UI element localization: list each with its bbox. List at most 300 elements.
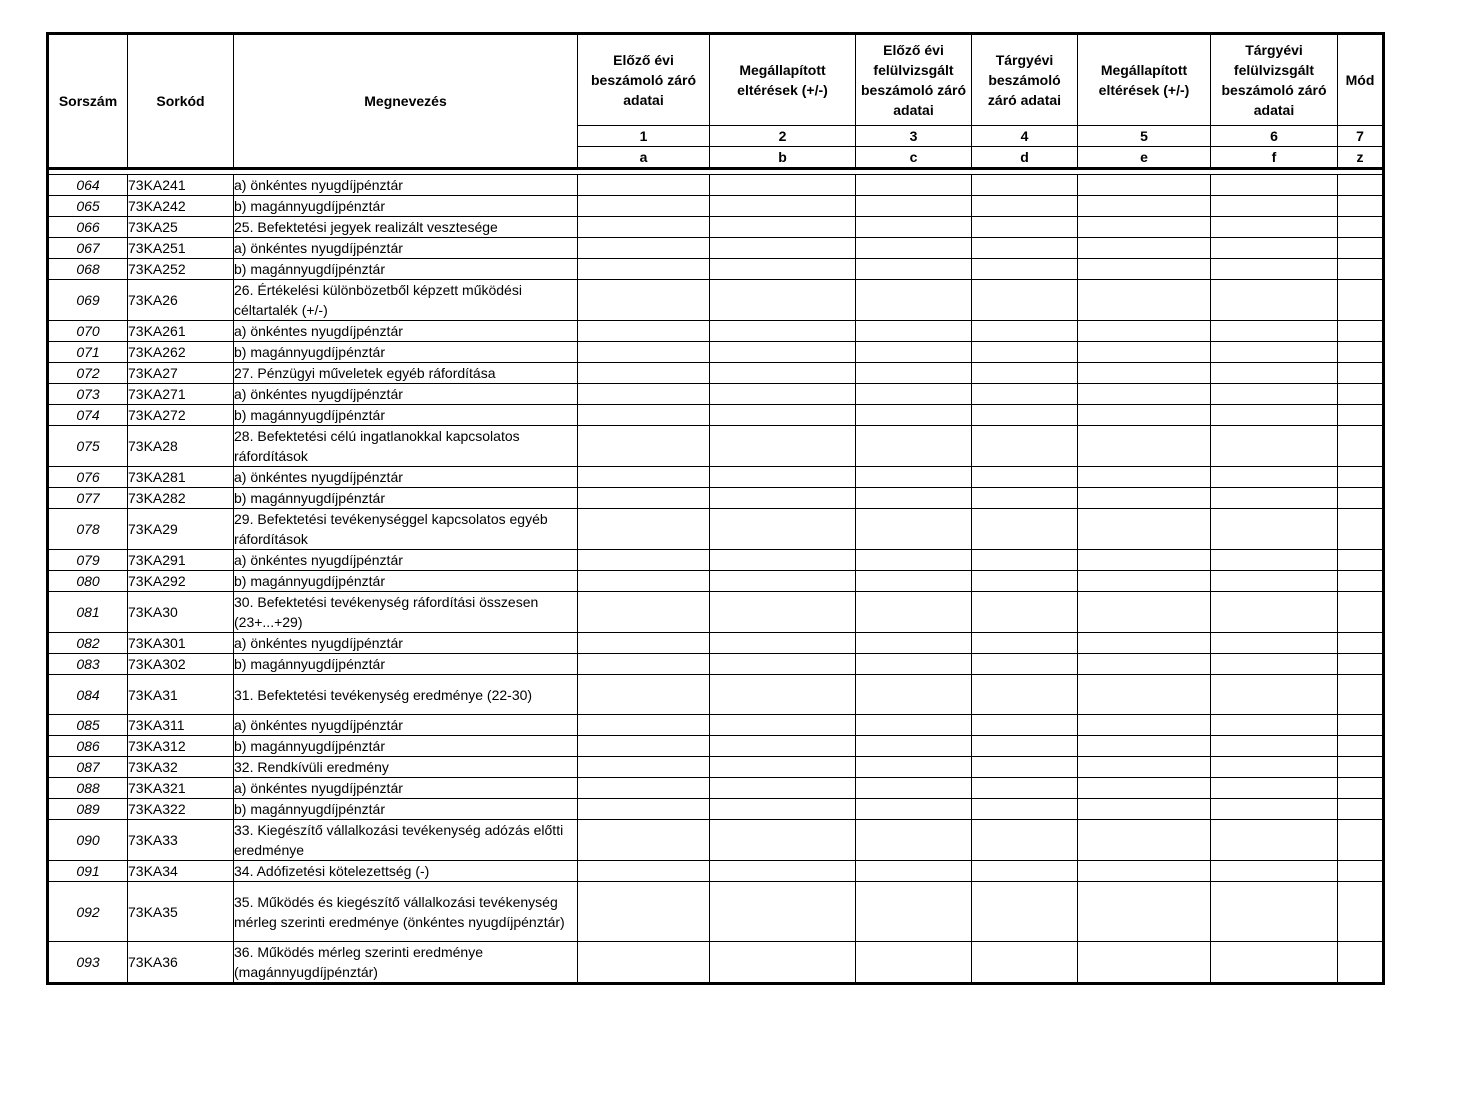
value-cell-col-5[interactable]	[1078, 488, 1211, 509]
value-cell-col-2[interactable]	[710, 488, 856, 509]
value-cell-col-7[interactable]	[1338, 259, 1384, 280]
value-cell-col-6[interactable]	[1211, 363, 1338, 384]
value-cell-col-1[interactable]	[578, 217, 710, 238]
value-cell-col-1[interactable]	[578, 654, 710, 675]
value-cell-col-2[interactable]	[710, 280, 856, 321]
value-cell-col-7[interactable]	[1338, 882, 1384, 942]
value-cell-col-6[interactable]	[1211, 238, 1338, 259]
table-row	[48, 363, 1384, 384]
row-sorkod: 73KA291	[128, 550, 234, 571]
value-cell-col-4[interactable]	[972, 820, 1078, 861]
value-cell-col-5[interactable]	[1078, 675, 1211, 715]
value-cell-col-6[interactable]	[1211, 633, 1338, 654]
row-megnevezes: 30. Befektetési tevékenység ráfordítási összesen (23+...+29)	[234, 592, 578, 633]
row-megnevezes: a) önkéntes nyugdíjpénztár	[234, 321, 578, 342]
value-cell-col-5[interactable]	[1078, 799, 1211, 820]
row-sorszam: 089	[48, 799, 128, 820]
value-cell-col-3[interactable]	[856, 550, 972, 571]
value-cell-col-5[interactable]	[1078, 942, 1211, 984]
value-cell-col-1[interactable]	[578, 571, 710, 592]
value-cell-col-1[interactable]	[578, 342, 710, 363]
value-cell-col-2[interactable]	[710, 633, 856, 654]
row-sorkod: 73KA242	[128, 196, 234, 217]
value-cell-col-7[interactable]	[1338, 321, 1384, 342]
value-cell-col-2[interactable]	[710, 259, 856, 280]
value-cell-col-2[interactable]	[710, 820, 856, 861]
value-cell-col-4[interactable]	[972, 550, 1078, 571]
value-cell-col-2[interactable]	[710, 238, 856, 259]
value-cell-col-2[interactable]	[710, 509, 856, 550]
value-cell-col-6[interactable]	[1211, 175, 1338, 196]
value-cell-col-5[interactable]	[1078, 778, 1211, 799]
row-sorkod: 73KA28	[128, 426, 234, 467]
table-header	[48, 34, 1384, 175]
value-cell-col-7[interactable]	[1338, 799, 1384, 820]
value-cell-col-1[interactable]	[578, 861, 710, 882]
table-row	[48, 778, 1384, 799]
value-cell-col-6[interactable]	[1211, 675, 1338, 715]
row-sorkod: 73KA30	[128, 592, 234, 633]
value-cell-col-4[interactable]	[972, 467, 1078, 488]
header-col-3-num: 3	[856, 126, 972, 147]
value-cell-col-7[interactable]	[1338, 778, 1384, 799]
header-col-3-letter: c	[856, 147, 972, 169]
row-megnevezes: b) magánnyugdíjpénztár	[234, 342, 578, 363]
row-megnevezes: a) önkéntes nyugdíjpénztár	[234, 467, 578, 488]
value-cell-col-5[interactable]	[1078, 633, 1211, 654]
row-megnevezes: a) önkéntes nyugdíjpénztár	[234, 175, 578, 196]
value-cell-col-3[interactable]	[856, 861, 972, 882]
value-cell-col-6[interactable]	[1211, 321, 1338, 342]
value-cell-col-5[interactable]	[1078, 196, 1211, 217]
value-cell-col-7[interactable]	[1338, 675, 1384, 715]
value-cell-col-2[interactable]	[710, 384, 856, 405]
row-sorkod: 73KA29	[128, 509, 234, 550]
value-cell-col-1[interactable]	[578, 942, 710, 984]
table-row	[48, 550, 1384, 571]
value-cell-col-4[interactable]	[972, 571, 1078, 592]
header-col-5-title: Megállapított eltérések (+/-)	[1078, 34, 1211, 126]
value-cell-col-5[interactable]	[1078, 882, 1211, 942]
value-cell-col-4[interactable]	[972, 238, 1078, 259]
value-cell-col-1[interactable]	[578, 405, 710, 426]
row-sorkod: 73KA31	[128, 675, 234, 715]
value-cell-col-5[interactable]	[1078, 861, 1211, 882]
value-cell-col-5[interactable]	[1078, 259, 1211, 280]
value-cell-col-6[interactable]	[1211, 942, 1338, 984]
row-megnevezes: 32. Rendkívüli eredmény	[234, 757, 578, 778]
value-cell-col-4[interactable]	[972, 778, 1078, 799]
value-cell-col-5[interactable]	[1078, 820, 1211, 861]
value-cell-col-1[interactable]	[578, 736, 710, 757]
row-megnevezes: a) önkéntes nyugdíjpénztár	[234, 778, 578, 799]
value-cell-col-5[interactable]	[1078, 571, 1211, 592]
value-cell-col-4[interactable]	[972, 321, 1078, 342]
value-cell-col-7[interactable]	[1338, 363, 1384, 384]
header-col-7-title: Mód	[1338, 34, 1384, 126]
value-cell-col-3[interactable]	[856, 175, 972, 196]
value-cell-col-5[interactable]	[1078, 342, 1211, 363]
row-megnevezes: b) magánnyugdíjpénztár	[234, 654, 578, 675]
value-cell-col-3[interactable]	[856, 238, 972, 259]
row-sorszam: 068	[48, 259, 128, 280]
value-cell-col-2[interactable]	[710, 675, 856, 715]
value-cell-col-3[interactable]	[856, 633, 972, 654]
value-cell-col-4[interactable]	[972, 217, 1078, 238]
row-sorkod: 73KA32	[128, 757, 234, 778]
value-cell-col-6[interactable]	[1211, 405, 1338, 426]
value-cell-col-4[interactable]	[972, 675, 1078, 715]
value-cell-col-6[interactable]	[1211, 592, 1338, 633]
value-cell-col-4[interactable]	[972, 488, 1078, 509]
value-cell-col-3[interactable]	[856, 942, 972, 984]
row-sorkod: 73KA36	[128, 942, 234, 984]
value-cell-col-5[interactable]	[1078, 363, 1211, 384]
value-cell-col-3[interactable]	[856, 799, 972, 820]
value-cell-col-7[interactable]	[1338, 861, 1384, 882]
row-sorkod: 73KA312	[128, 736, 234, 757]
value-cell-col-7[interactable]	[1338, 736, 1384, 757]
value-cell-col-7[interactable]	[1338, 654, 1384, 675]
value-cell-col-7[interactable]	[1338, 426, 1384, 467]
value-cell-col-1[interactable]	[578, 778, 710, 799]
value-cell-col-3[interactable]	[856, 384, 972, 405]
table-row	[48, 757, 1384, 778]
value-cell-col-7[interactable]	[1338, 342, 1384, 363]
value-cell-col-6[interactable]	[1211, 509, 1338, 550]
row-sorszam: 074	[48, 405, 128, 426]
value-cell-col-5[interactable]	[1078, 217, 1211, 238]
value-cell-col-5[interactable]	[1078, 280, 1211, 321]
value-cell-col-5[interactable]	[1078, 238, 1211, 259]
value-cell-col-1[interactable]	[578, 799, 710, 820]
table-row	[48, 942, 1384, 984]
value-cell-col-4[interactable]	[972, 384, 1078, 405]
header-col-2-num: 2	[710, 126, 856, 147]
row-sorszam: 092	[48, 882, 128, 942]
row-sorkod: 73KA302	[128, 654, 234, 675]
value-cell-col-5[interactable]	[1078, 592, 1211, 633]
table-row	[48, 820, 1384, 861]
value-cell-col-1[interactable]	[578, 509, 710, 550]
header-col-6-title: Tárgyévi felülvizsgált beszámoló záró adatai	[1211, 34, 1338, 126]
value-cell-col-3[interactable]	[856, 426, 972, 467]
table-row	[48, 175, 1384, 196]
value-cell-col-7[interactable]	[1338, 715, 1384, 736]
value-cell-col-6[interactable]	[1211, 778, 1338, 799]
value-cell-col-5[interactable]	[1078, 467, 1211, 488]
row-sorszam: 090	[48, 820, 128, 861]
table-row	[48, 259, 1384, 280]
value-cell-col-1[interactable]	[578, 384, 710, 405]
value-cell-col-2[interactable]	[710, 363, 856, 384]
value-cell-col-6[interactable]	[1211, 196, 1338, 217]
value-cell-col-4[interactable]	[972, 280, 1078, 321]
row-megnevezes: 33. Kiegészítő vállalkozási tevékenység adózás előtti eredménye	[234, 820, 578, 861]
row-sorszam: 073	[48, 384, 128, 405]
value-cell-col-6[interactable]	[1211, 384, 1338, 405]
row-megnevezes: 25. Befektetési jegyek realizált vesztesége	[234, 217, 578, 238]
row-megnevezes: 28. Befektetési célú ingatlanokkal kapcsolatos ráfordítások	[234, 426, 578, 467]
value-cell-col-6[interactable]	[1211, 715, 1338, 736]
value-cell-col-3[interactable]	[856, 592, 972, 633]
value-cell-col-2[interactable]	[710, 342, 856, 363]
value-cell-col-6[interactable]	[1211, 342, 1338, 363]
value-cell-col-7[interactable]	[1338, 405, 1384, 426]
value-cell-col-2[interactable]	[710, 736, 856, 757]
value-cell-col-1[interactable]	[578, 175, 710, 196]
value-cell-col-1[interactable]	[578, 633, 710, 654]
value-cell-col-4[interactable]	[972, 942, 1078, 984]
value-cell-col-5[interactable]	[1078, 405, 1211, 426]
value-cell-col-7[interactable]	[1338, 509, 1384, 550]
value-cell-col-3[interactable]	[856, 280, 972, 321]
header-col-4-letter: d	[972, 147, 1078, 169]
row-sorkod: 73KA282	[128, 488, 234, 509]
row-sorszam: 075	[48, 426, 128, 467]
row-sorkod: 73KA281	[128, 467, 234, 488]
value-cell-col-3[interactable]	[856, 488, 972, 509]
value-cell-col-6[interactable]	[1211, 426, 1338, 467]
value-cell-col-3[interactable]	[856, 196, 972, 217]
value-cell-col-3[interactable]	[856, 342, 972, 363]
value-cell-col-6[interactable]	[1211, 280, 1338, 321]
value-cell-col-3[interactable]	[856, 467, 972, 488]
value-cell-col-6[interactable]	[1211, 467, 1338, 488]
value-cell-col-3[interactable]	[856, 778, 972, 799]
value-cell-col-6[interactable]	[1211, 259, 1338, 280]
table-row	[48, 882, 1384, 942]
table-row	[48, 654, 1384, 675]
value-cell-col-4[interactable]	[972, 405, 1078, 426]
value-cell-col-2[interactable]	[710, 778, 856, 799]
value-cell-col-5[interactable]	[1078, 757, 1211, 778]
value-cell-col-1[interactable]	[578, 238, 710, 259]
value-cell-col-7[interactable]	[1338, 571, 1384, 592]
value-cell-col-1[interactable]	[578, 280, 710, 321]
value-cell-col-7[interactable]	[1338, 196, 1384, 217]
value-cell-col-1[interactable]	[578, 550, 710, 571]
value-cell-col-4[interactable]	[972, 736, 1078, 757]
value-cell-col-2[interactable]	[710, 467, 856, 488]
value-cell-col-4[interactable]	[972, 592, 1078, 633]
header-col-4-title: Tárgyévi beszámoló záró adatai	[972, 34, 1078, 126]
value-cell-col-6[interactable]	[1211, 799, 1338, 820]
header-col-6-letter: f	[1211, 147, 1338, 169]
value-cell-col-4[interactable]	[972, 882, 1078, 942]
value-cell-col-3[interactable]	[856, 715, 972, 736]
value-cell-col-2[interactable]	[710, 321, 856, 342]
value-cell-col-1[interactable]	[578, 592, 710, 633]
value-cell-col-7[interactable]	[1338, 238, 1384, 259]
table-row	[48, 799, 1384, 820]
value-cell-col-6[interactable]	[1211, 736, 1338, 757]
row-sorszam: 087	[48, 757, 128, 778]
value-cell-col-7[interactable]	[1338, 280, 1384, 321]
value-cell-col-1[interactable]	[578, 757, 710, 778]
value-cell-col-3[interactable]	[856, 363, 972, 384]
value-cell-col-2[interactable]	[710, 799, 856, 820]
value-cell-col-2[interactable]	[710, 715, 856, 736]
value-cell-col-4[interactable]	[972, 259, 1078, 280]
table-row	[48, 736, 1384, 757]
value-cell-col-6[interactable]	[1211, 550, 1338, 571]
value-cell-col-1[interactable]	[578, 882, 710, 942]
value-cell-col-6[interactable]	[1211, 217, 1338, 238]
value-cell-col-4[interactable]	[972, 715, 1078, 736]
value-cell-col-4[interactable]	[972, 363, 1078, 384]
value-cell-col-7[interactable]	[1338, 217, 1384, 238]
value-cell-col-4[interactable]	[972, 509, 1078, 550]
value-cell-col-2[interactable]	[710, 405, 856, 426]
row-megnevezes: 36. Működés mérleg szerinti eredménye (magánnyugdíjpénztár)	[234, 942, 578, 984]
value-cell-col-1[interactable]	[578, 196, 710, 217]
value-cell-col-2[interactable]	[710, 861, 856, 882]
row-sorszam: 072	[48, 363, 128, 384]
row-sorszam: 067	[48, 238, 128, 259]
value-cell-col-7[interactable]	[1338, 592, 1384, 633]
table-row	[48, 238, 1384, 259]
value-cell-col-2[interactable]	[710, 426, 856, 467]
value-cell-col-7[interactable]	[1338, 467, 1384, 488]
value-cell-col-3[interactable]	[856, 820, 972, 861]
value-cell-col-1[interactable]	[578, 426, 710, 467]
value-cell-col-1[interactable]	[578, 488, 710, 509]
value-cell-col-6[interactable]	[1211, 882, 1338, 942]
row-megnevezes: b) magánnyugdíjpénztár	[234, 405, 578, 426]
row-sorkod: 73KA321	[128, 778, 234, 799]
value-cell-col-2[interactable]	[710, 217, 856, 238]
row-sorszam: 083	[48, 654, 128, 675]
value-cell-col-5[interactable]	[1078, 426, 1211, 467]
value-cell-col-2[interactable]	[710, 571, 856, 592]
row-megnevezes: 27. Pénzügyi műveletek egyéb ráfordítása	[234, 363, 578, 384]
value-cell-col-3[interactable]	[856, 675, 972, 715]
value-cell-col-3[interactable]	[856, 736, 972, 757]
row-sorkod: 73KA27	[128, 363, 234, 384]
value-cell-col-4[interactable]	[972, 757, 1078, 778]
value-cell-col-7[interactable]	[1338, 757, 1384, 778]
value-cell-col-3[interactable]	[856, 757, 972, 778]
value-cell-col-5[interactable]	[1078, 550, 1211, 571]
value-cell-col-6[interactable]	[1211, 488, 1338, 509]
value-cell-col-3[interactable]	[856, 405, 972, 426]
row-sorkod: 73KA272	[128, 405, 234, 426]
row-megnevezes: a) önkéntes nyugdíjpénztár	[234, 384, 578, 405]
value-cell-col-3[interactable]	[856, 259, 972, 280]
value-cell-col-4[interactable]	[972, 861, 1078, 882]
value-cell-col-2[interactable]	[710, 592, 856, 633]
table-row	[48, 342, 1384, 363]
header-col-5-letter: e	[1078, 147, 1211, 169]
value-cell-col-5[interactable]	[1078, 654, 1211, 675]
table-row	[48, 861, 1384, 882]
value-cell-col-2[interactable]	[710, 196, 856, 217]
row-sorszam: 077	[48, 488, 128, 509]
row-sorkod: 73KA251	[128, 238, 234, 259]
value-cell-col-7[interactable]	[1338, 820, 1384, 861]
value-cell-col-2[interactable]	[710, 654, 856, 675]
row-sorszam: 069	[48, 280, 128, 321]
row-sorkod: 73KA26	[128, 280, 234, 321]
row-sorszam: 080	[48, 571, 128, 592]
row-sorszam: 093	[48, 942, 128, 984]
value-cell-col-3[interactable]	[856, 321, 972, 342]
value-cell-col-1[interactable]	[578, 820, 710, 861]
value-cell-col-2[interactable]	[710, 882, 856, 942]
value-cell-col-4[interactable]	[972, 799, 1078, 820]
header-col-6-num: 6	[1211, 126, 1338, 147]
value-cell-col-6[interactable]	[1211, 820, 1338, 861]
value-cell-col-2[interactable]	[710, 757, 856, 778]
value-cell-col-5[interactable]	[1078, 736, 1211, 757]
value-cell-col-6[interactable]	[1211, 654, 1338, 675]
header-megnevezes: Megnevezés	[234, 34, 578, 169]
value-cell-col-7[interactable]	[1338, 550, 1384, 571]
header-col-1-letter: a	[578, 147, 710, 169]
value-cell-col-3[interactable]	[856, 217, 972, 238]
value-cell-col-2[interactable]	[710, 550, 856, 571]
value-cell-col-7[interactable]	[1338, 384, 1384, 405]
value-cell-col-7[interactable]	[1338, 633, 1384, 654]
table-row	[48, 571, 1384, 592]
value-cell-col-6[interactable]	[1211, 571, 1338, 592]
value-cell-col-1[interactable]	[578, 363, 710, 384]
row-megnevezes: 29. Befektetési tevékenységgel kapcsolatos egyéb ráfordítások	[234, 509, 578, 550]
value-cell-col-4[interactable]	[972, 633, 1078, 654]
header-col-7-num: 7	[1338, 126, 1384, 147]
value-cell-col-1[interactable]	[578, 675, 710, 715]
value-cell-col-7[interactable]	[1338, 175, 1384, 196]
value-cell-col-5[interactable]	[1078, 715, 1211, 736]
value-cell-col-6[interactable]	[1211, 861, 1338, 882]
row-sorszam: 070	[48, 321, 128, 342]
row-megnevezes: a) önkéntes nyugdíjpénztár	[234, 633, 578, 654]
value-cell-col-3[interactable]	[856, 509, 972, 550]
value-cell-col-3[interactable]	[856, 571, 972, 592]
value-cell-col-1[interactable]	[578, 321, 710, 342]
table-row	[48, 280, 1384, 321]
value-cell-col-5[interactable]	[1078, 384, 1211, 405]
row-sorszam: 071	[48, 342, 128, 363]
table-row	[48, 405, 1384, 426]
value-cell-col-5[interactable]	[1078, 175, 1211, 196]
value-cell-col-4[interactable]	[972, 342, 1078, 363]
value-cell-col-1[interactable]	[578, 715, 710, 736]
row-sorkod: 73KA262	[128, 342, 234, 363]
value-cell-col-4[interactable]	[972, 175, 1078, 196]
value-cell-col-5[interactable]	[1078, 509, 1211, 550]
row-sorkod: 73KA322	[128, 799, 234, 820]
header-col-7-letter: z	[1338, 147, 1384, 169]
value-cell-col-4[interactable]	[972, 654, 1078, 675]
value-cell-col-5[interactable]	[1078, 321, 1211, 342]
value-cell-col-1[interactable]	[578, 467, 710, 488]
value-cell-col-3[interactable]	[856, 882, 972, 942]
value-cell-col-6[interactable]	[1211, 757, 1338, 778]
value-cell-col-2[interactable]	[710, 942, 856, 984]
row-sorszam: 079	[48, 550, 128, 571]
value-cell-col-7[interactable]	[1338, 942, 1384, 984]
row-sorszam: 091	[48, 861, 128, 882]
value-cell-col-4[interactable]	[972, 196, 1078, 217]
value-cell-col-1[interactable]	[578, 259, 710, 280]
value-cell-col-4[interactable]	[972, 426, 1078, 467]
value-cell-col-7[interactable]	[1338, 488, 1384, 509]
value-cell-col-3[interactable]	[856, 654, 972, 675]
value-cell-col-2[interactable]	[710, 175, 856, 196]
header-col-1-title: Előző évi beszámoló záró adatai	[578, 34, 710, 126]
